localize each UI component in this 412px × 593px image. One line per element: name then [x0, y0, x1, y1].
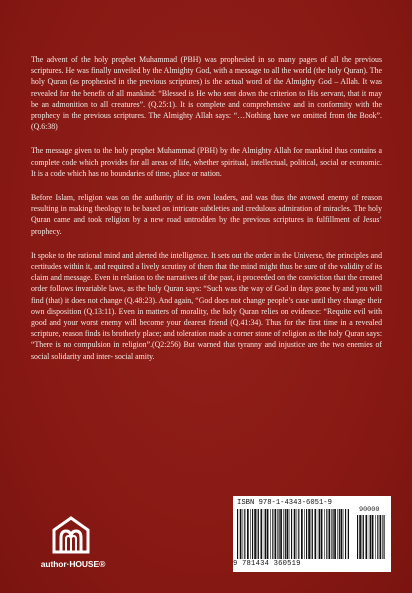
barcode-digits: 9 781434 360519 — [233, 560, 301, 568]
barcode-bar — [264, 509, 265, 559]
barcode-bar — [301, 509, 303, 559]
barcode-bar — [265, 509, 266, 559]
house-arch-icon — [52, 516, 90, 554]
barcode-bar — [257, 509, 258, 559]
barcode-bar — [306, 509, 307, 559]
barcode-bar — [333, 509, 334, 559]
barcode-bar — [329, 509, 331, 559]
barcode-bar — [298, 509, 299, 559]
barcode-bar — [321, 509, 323, 559]
barcode-bar — [370, 515, 371, 559]
blurb-paragraph-2: The message given to the holy prophet Muhammad (PBH) by the Almighty Allah for mankind thus contains a complete code which provides for all areas of life, whether spiritual, intellectual, political, social or economic. It is a code which has no boundaries of time, place or nation. — [31, 146, 382, 178]
barcode-bar — [339, 509, 340, 559]
barcode-bar — [384, 515, 385, 559]
blurb-paragraph-3: Before Islam, religion was on the authority of its own leaders, and was thus the avowed enemy of reason resulting in making theology to be based on intricate subtleties and credulous admiration of miracles. The holy Quran came and took religion by a new road untrodden by the previous scriptures in fulfillment of Jesus’ prophecy. — [31, 193, 382, 236]
barcode-bar — [348, 509, 349, 559]
barcode-bar — [237, 509, 238, 559]
barcode-bar — [377, 515, 378, 559]
blurb-text — [31, 54, 382, 375]
barcode-bar — [311, 509, 312, 559]
barcode-bar — [275, 509, 277, 559]
barcode-bar — [252, 509, 253, 559]
barcode-bar — [308, 509, 310, 559]
blurb-paragraph-4: It spoke to the rational mind and alerted the intelligence. It sets out the order in the Universe, the principles and certitudes within it, and required a lively scrutiny of them that the mind might thus be sure of the validity of its claim and message. Even in relation to the narratives of the past, it proceeded on the conviction that the created order follows invariable laws, as the holy Quran says: “Such was the way of God in days gone by and you will find (that) it does not change (Q.48:23). And again, “God does not change people’s case until they change their own disposition (Q.13:11). Even in matters of morality, the holy Quran relies on evidence: “Requite evil with good and your worst enemy will become your dearest friend (Q.41:34). Thus for the first time in a revealed scripture, reason finds its brotherly place; and toleration made a corner stone of religion as the holy Quran says: “There is no compulsion in religion”.(Q2:256) But warned that tyranny and injustice are the two enemies of social solidarity and inter- social amity. — [31, 250, 382, 361]
barcode-bar — [267, 509, 269, 559]
barcode-bar — [357, 515, 358, 559]
barcode-bar — [366, 515, 368, 559]
isbn-barcode — [233, 496, 391, 572]
barcode-bar — [250, 509, 251, 559]
barcode-bar — [254, 509, 256, 559]
barcode-bar — [272, 509, 273, 559]
barcode-bar — [287, 509, 289, 559]
price-barcode-bars — [357, 515, 385, 559]
barcode-bar — [285, 509, 286, 559]
barcode-bars — [237, 509, 349, 559]
barcode-bar — [247, 509, 249, 559]
barcode-bar — [277, 509, 278, 559]
barcode-bar — [318, 509, 319, 559]
barcode-bar — [343, 509, 344, 559]
barcode-bar — [312, 509, 313, 559]
barcode-bar — [326, 509, 327, 559]
price-code: 90000 — [359, 506, 380, 514]
barcode-bar — [362, 515, 363, 559]
publisher-name: author·HOUSE® — [40, 559, 106, 569]
barcode-bar — [280, 509, 282, 559]
barcode-bar — [372, 515, 374, 559]
barcode-bar — [240, 509, 242, 559]
barcode-bar — [289, 509, 290, 559]
barcode-bar — [369, 515, 370, 559]
barcode-bar — [244, 509, 245, 559]
barcode-bar — [297, 509, 298, 559]
barcode-bar — [345, 509, 346, 559]
barcode-bar — [258, 509, 259, 559]
barcode-bar — [279, 509, 280, 559]
barcode-bar — [294, 509, 296, 559]
barcode-bar — [331, 509, 332, 559]
barcode-bar — [380, 515, 382, 559]
barcode-bar — [324, 509, 325, 559]
barcode-bar — [319, 509, 320, 559]
barcode-bar — [315, 509, 317, 559]
barcode-bar — [283, 509, 284, 559]
barcode-bar — [270, 509, 271, 559]
barcode-bar — [337, 509, 338, 559]
barcode-bar — [375, 515, 376, 559]
barcode-bar — [291, 509, 292, 559]
barcode-bar — [359, 515, 361, 559]
barcode-bar — [334, 509, 336, 559]
barcode-bar — [341, 509, 343, 559]
barcode-bar — [243, 509, 244, 559]
publisher-mark — [38, 516, 108, 576]
barcode-bar — [363, 515, 364, 559]
barcode-bar — [304, 509, 305, 559]
barcode-bar — [261, 509, 263, 559]
barcode-bar — [382, 515, 383, 559]
blurb-paragraph-1: The advent of the holy prophet Muhammad (PBH) was prophesied in so many pages of all the previous scriptures. He was finally unveiled by the Almighty God, with a message to all the world (the holy Quran). The holy Quran (as prophesied in the previous scriptures) is the actual word of the Almighty God – Allah. It was revealed for the benefit of all mankind: “Blessed is He who sent down the criterion to His servant, that it may be an admonition to all creatures”. (Q.25:1). It is complete and comprehensive and in conformity with the prophecy in the previous scriptures. The Almighty Allah says: “…Nothing have we omitted from the Book”. (Q.6:38) — [31, 55, 382, 132]
isbn-label: ISBN 978-1-4343-6051-9 — [237, 499, 332, 507]
